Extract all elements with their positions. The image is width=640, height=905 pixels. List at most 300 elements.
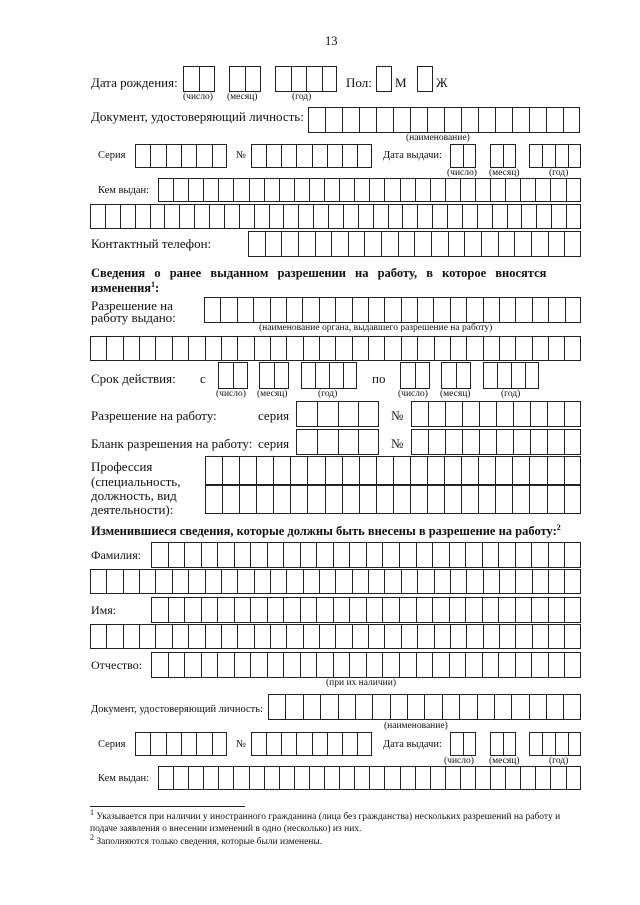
permit-issuer-cells[interactable] [204, 297, 581, 323]
input-cell[interactable] [358, 204, 373, 229]
input-cell[interactable] [478, 456, 495, 485]
input-cell[interactable] [328, 204, 343, 229]
input-cell[interactable] [135, 144, 150, 168]
input-cell[interactable] [547, 401, 564, 427]
input-cell[interactable] [547, 456, 564, 485]
changed-series-cells[interactable] [135, 732, 227, 756]
input-cell[interactable] [338, 429, 359, 455]
input-cell[interactable] [547, 485, 564, 514]
input-cell[interactable] [296, 401, 317, 427]
input-cell[interactable] [511, 362, 525, 389]
input-cell[interactable] [434, 569, 450, 594]
input-cell[interactable] [390, 694, 407, 720]
input-cell[interactable] [329, 362, 343, 389]
input-cell[interactable] [234, 597, 251, 623]
input-cell[interactable] [546, 107, 563, 133]
input-cell[interactable] [547, 429, 564, 455]
input-cell[interactable] [303, 694, 320, 720]
input-cell[interactable] [376, 66, 392, 92]
input-cell[interactable] [515, 569, 531, 594]
input-cell[interactable] [499, 569, 515, 594]
input-cell[interactable] [478, 485, 495, 514]
input-cell[interactable] [551, 204, 566, 229]
input-cell[interactable] [495, 485, 512, 514]
input-cell[interactable] [513, 429, 530, 455]
input-cell[interactable] [320, 694, 337, 720]
input-cell[interactable] [209, 204, 224, 229]
input-cell[interactable] [184, 652, 201, 678]
input-cell[interactable] [357, 144, 372, 168]
input-cell[interactable] [410, 456, 427, 485]
input-cell[interactable] [254, 204, 269, 229]
input-cell[interactable] [521, 204, 536, 229]
input-cell[interactable] [237, 569, 253, 594]
input-cell[interactable] [319, 624, 335, 649]
input-cell[interactable] [399, 597, 416, 623]
input-cell[interactable] [505, 766, 520, 790]
input-cell[interactable] [264, 766, 279, 790]
input-cell[interactable] [417, 66, 433, 92]
input-cell[interactable] [505, 178, 520, 202]
input-cell[interactable] [254, 569, 270, 594]
input-cell[interactable] [430, 178, 445, 202]
input-cell[interactable] [352, 336, 368, 361]
input-cell[interactable] [498, 597, 515, 623]
input-cell[interactable] [450, 732, 463, 756]
input-cell[interactable] [381, 231, 398, 257]
id-doc-name-cells[interactable] [308, 107, 580, 133]
input-cell[interactable] [464, 231, 481, 257]
input-cell[interactable] [382, 542, 399, 568]
input-cell[interactable] [542, 144, 555, 168]
input-cell[interactable] [417, 336, 433, 361]
input-cell[interactable] [393, 485, 410, 514]
input-cell[interactable] [532, 569, 548, 594]
input-cell[interactable] [461, 456, 478, 485]
input-cell[interactable] [466, 336, 482, 361]
input-cell[interactable] [221, 336, 237, 361]
input-cell[interactable] [291, 66, 307, 92]
input-cell[interactable] [266, 144, 281, 168]
input-cell[interactable] [428, 401, 445, 427]
input-cell[interactable] [373, 204, 388, 229]
input-cell[interactable] [123, 624, 139, 649]
input-cell[interactable] [369, 766, 384, 790]
input-cell[interactable] [354, 178, 369, 202]
input-cell[interactable] [415, 178, 430, 202]
input-cell[interactable] [286, 336, 302, 361]
input-cell[interactable] [477, 204, 492, 229]
input-cell[interactable] [248, 231, 265, 257]
input-cell[interactable] [335, 569, 351, 594]
input-cell[interactable] [358, 429, 379, 455]
id-issued-by-cells-2[interactable] [90, 204, 581, 229]
input-cell[interactable] [270, 624, 286, 649]
input-cell[interactable] [368, 569, 384, 594]
input-cell[interactable] [548, 231, 565, 257]
input-cell[interactable] [416, 542, 433, 568]
input-cell[interactable] [283, 542, 300, 568]
input-cell[interactable] [568, 144, 581, 168]
input-cell[interactable] [275, 66, 291, 92]
input-cell[interactable] [427, 456, 444, 485]
input-cell[interactable] [400, 362, 415, 389]
input-cell[interactable] [349, 652, 366, 678]
input-cell[interactable] [512, 485, 529, 514]
input-cell[interactable] [237, 336, 253, 361]
blank-series-cells[interactable] [296, 429, 379, 455]
input-cell[interactable] [445, 401, 462, 427]
input-cell[interactable] [449, 597, 466, 623]
input-cell[interactable] [447, 204, 462, 229]
input-cell[interactable] [434, 336, 450, 361]
input-cell[interactable] [482, 652, 499, 678]
input-cell[interactable] [546, 694, 563, 720]
input-cell[interactable] [279, 766, 294, 790]
input-cell[interactable] [372, 694, 389, 720]
input-cell[interactable] [306, 66, 322, 92]
input-cell[interactable] [490, 178, 505, 202]
input-cell[interactable] [290, 485, 307, 514]
input-cell[interactable] [302, 297, 318, 323]
input-cell[interactable] [530, 401, 547, 427]
input-cell[interactable] [256, 456, 273, 485]
input-cell[interactable] [322, 66, 338, 92]
changed-issued-by-cells[interactable] [158, 766, 581, 790]
input-cell[interactable] [355, 694, 372, 720]
input-cell[interactable] [123, 569, 139, 594]
input-cell[interactable] [410, 107, 427, 133]
input-cell[interactable] [357, 732, 372, 756]
input-cell[interactable] [166, 732, 181, 756]
input-cell[interactable] [461, 485, 478, 514]
input-cell[interactable] [499, 624, 515, 649]
input-cell[interactable] [106, 569, 122, 594]
input-cell[interactable] [267, 652, 284, 678]
input-cell[interactable] [498, 231, 515, 257]
id-number-cells[interactable] [251, 144, 372, 168]
input-cell[interactable] [316, 542, 333, 568]
input-cell[interactable] [529, 694, 546, 720]
changed-issue-year-cells[interactable] [529, 732, 581, 756]
input-cell[interactable] [222, 485, 239, 514]
input-cell[interactable] [548, 597, 565, 623]
input-cell[interactable] [303, 336, 319, 361]
profession-cells-1[interactable] [205, 456, 581, 485]
input-cell[interactable] [312, 732, 327, 756]
input-cell[interactable] [564, 542, 581, 568]
input-cell[interactable] [270, 336, 286, 361]
input-cell[interactable] [273, 485, 290, 514]
input-cell[interactable] [286, 624, 302, 649]
input-cell[interactable] [414, 231, 431, 257]
input-cell[interactable] [415, 362, 430, 389]
input-cell[interactable] [259, 362, 274, 389]
input-cell[interactable] [106, 336, 122, 361]
input-cell[interactable] [324, 766, 339, 790]
input-cell[interactable] [352, 569, 368, 594]
name-cells-2[interactable] [90, 624, 581, 649]
phone-cells[interactable] [248, 231, 581, 257]
input-cell[interactable] [548, 297, 564, 323]
input-cell[interactable] [393, 107, 410, 133]
input-cell[interactable] [300, 542, 317, 568]
input-cell[interactable] [168, 597, 185, 623]
input-cell[interactable] [433, 297, 449, 323]
input-cell[interactable] [325, 456, 342, 485]
validity-from-day-cells[interactable] [218, 362, 248, 389]
input-cell[interactable] [266, 732, 281, 756]
input-cell[interactable] [199, 66, 215, 92]
input-cell[interactable] [548, 652, 565, 678]
input-cell[interactable] [181, 144, 196, 168]
input-cell[interactable] [229, 66, 245, 92]
permit-issuer-cells-2[interactable] [90, 336, 581, 361]
input-cell[interactable] [296, 732, 311, 756]
input-cell[interactable] [267, 597, 284, 623]
input-cell[interactable] [168, 652, 185, 678]
input-cell[interactable] [205, 569, 221, 594]
input-cell[interactable] [135, 204, 150, 229]
input-cell[interactable] [237, 297, 253, 323]
input-cell[interactable] [444, 456, 461, 485]
input-cell[interactable] [251, 732, 266, 756]
id-issued-by-cells[interactable] [158, 178, 581, 202]
input-cell[interactable] [428, 429, 445, 455]
changed-number-cells[interactable] [251, 732, 372, 756]
input-cell[interactable] [273, 456, 290, 485]
permit-series-cells[interactable] [296, 401, 379, 427]
input-cell[interactable] [515, 336, 531, 361]
id-issue-year-cells[interactable] [529, 144, 581, 168]
input-cell[interactable] [286, 569, 302, 594]
input-cell[interactable] [172, 569, 188, 594]
input-cell[interactable] [511, 694, 528, 720]
permit-number-cells[interactable] [411, 401, 581, 427]
input-cell[interactable] [542, 732, 555, 756]
validity-to-day-cells[interactable] [400, 362, 430, 389]
input-cell[interactable] [490, 766, 505, 790]
input-cell[interactable] [494, 694, 511, 720]
input-cell[interactable] [512, 107, 529, 133]
input-cell[interactable] [369, 178, 384, 202]
profession-cells-2[interactable] [205, 485, 581, 514]
input-cell[interactable] [482, 597, 499, 623]
input-cell[interactable] [205, 456, 222, 485]
input-cell[interactable] [366, 542, 383, 568]
input-cell[interactable] [444, 485, 461, 514]
input-cell[interactable] [456, 362, 471, 389]
input-cell[interactable] [566, 766, 581, 790]
input-cell[interactable] [354, 766, 369, 790]
input-cell[interactable] [515, 652, 532, 678]
input-cell[interactable] [294, 766, 309, 790]
input-cell[interactable] [296, 429, 317, 455]
birth-month-cells[interactable] [229, 66, 261, 92]
input-cell[interactable] [393, 456, 410, 485]
input-cell[interactable] [366, 597, 383, 623]
input-cell[interactable] [411, 401, 428, 427]
input-cell[interactable] [270, 569, 286, 594]
sex-female-box[interactable] [417, 66, 433, 92]
input-cell[interactable] [168, 542, 185, 568]
input-cell[interactable] [444, 107, 461, 133]
input-cell[interactable] [495, 107, 512, 133]
input-cell[interactable] [359, 107, 376, 133]
input-cell[interactable] [319, 569, 335, 594]
input-cell[interactable] [465, 652, 482, 678]
input-cell[interactable] [417, 297, 433, 323]
input-cell[interactable] [482, 542, 499, 568]
input-cell[interactable] [151, 542, 168, 568]
input-cell[interactable] [203, 178, 218, 202]
input-cell[interactable] [250, 542, 267, 568]
input-cell[interactable] [525, 362, 539, 389]
input-cell[interactable] [462, 429, 479, 455]
input-cell[interactable] [173, 178, 188, 202]
input-cell[interactable] [507, 204, 522, 229]
input-cell[interactable] [183, 66, 199, 92]
input-cell[interactable] [120, 204, 135, 229]
input-cell[interactable] [376, 456, 393, 485]
input-cell[interactable] [448, 231, 465, 257]
input-cell[interactable] [564, 231, 581, 257]
input-cell[interactable] [384, 178, 399, 202]
input-cell[interactable] [400, 178, 415, 202]
input-cell[interactable] [196, 732, 211, 756]
input-cell[interactable] [155, 336, 171, 361]
input-cell[interactable] [548, 542, 565, 568]
input-cell[interactable] [220, 297, 236, 323]
input-cell[interactable] [294, 178, 309, 202]
input-cell[interactable] [366, 652, 383, 678]
input-cell[interactable] [218, 178, 233, 202]
input-cell[interactable] [173, 766, 188, 790]
input-cell[interactable] [269, 204, 284, 229]
input-cell[interactable] [417, 624, 433, 649]
input-cell[interactable] [151, 597, 168, 623]
input-cell[interactable] [399, 652, 416, 678]
input-cell[interactable] [477, 694, 494, 720]
input-cell[interactable] [155, 569, 171, 594]
input-cell[interactable] [317, 401, 338, 427]
input-cell[interactable] [520, 766, 535, 790]
input-cell[interactable] [349, 597, 366, 623]
input-cell[interactable] [313, 204, 328, 229]
input-cell[interactable] [233, 362, 248, 389]
input-cell[interactable] [281, 732, 296, 756]
input-cell[interactable] [204, 297, 220, 323]
input-cell[interactable] [401, 624, 417, 649]
input-cell[interactable] [529, 144, 542, 168]
input-cell[interactable] [564, 429, 581, 455]
input-cell[interactable] [410, 485, 427, 514]
input-cell[interactable] [529, 732, 542, 756]
input-cell[interactable] [352, 624, 368, 649]
input-cell[interactable] [342, 144, 357, 168]
input-cell[interactable] [513, 401, 530, 427]
input-cell[interactable] [309, 178, 324, 202]
input-cell[interactable] [460, 178, 475, 202]
input-cell[interactable] [237, 624, 253, 649]
input-cell[interactable] [564, 401, 581, 427]
input-cell[interactable] [498, 542, 515, 568]
input-cell[interactable] [432, 652, 449, 678]
input-cell[interactable] [483, 624, 499, 649]
input-cell[interactable] [564, 652, 581, 678]
changed-issue-month-cells[interactable] [490, 732, 516, 756]
input-cell[interactable] [274, 362, 289, 389]
input-cell[interactable] [339, 178, 354, 202]
input-cell[interactable] [434, 624, 450, 649]
input-cell[interactable] [466, 624, 482, 649]
input-cell[interactable] [495, 456, 512, 485]
input-cell[interactable] [531, 652, 548, 678]
input-cell[interactable] [335, 336, 351, 361]
input-cell[interactable] [205, 336, 221, 361]
input-cell[interactable] [212, 144, 227, 168]
input-cell[interactable] [358, 401, 379, 427]
input-cell[interactable] [222, 456, 239, 485]
input-cell[interactable] [349, 542, 366, 568]
input-cell[interactable] [535, 766, 550, 790]
input-cell[interactable] [401, 569, 417, 594]
patronymic-cells[interactable] [151, 652, 581, 678]
input-cell[interactable] [399, 542, 416, 568]
input-cell[interactable] [462, 401, 479, 427]
input-cell[interactable] [479, 401, 496, 427]
input-cell[interactable] [184, 542, 201, 568]
input-cell[interactable] [498, 652, 515, 678]
input-cell[interactable] [382, 597, 399, 623]
input-cell[interactable] [217, 597, 234, 623]
input-cell[interactable] [479, 429, 496, 455]
input-cell[interactable] [307, 456, 324, 485]
input-cell[interactable] [151, 652, 168, 678]
input-cell[interactable] [281, 231, 298, 257]
input-cell[interactable] [515, 542, 532, 568]
input-cell[interactable] [496, 401, 513, 427]
input-cell[interactable] [196, 144, 211, 168]
input-cell[interactable] [218, 362, 233, 389]
input-cell[interactable] [450, 336, 466, 361]
input-cell[interactable] [319, 297, 335, 323]
input-cell[interactable] [342, 107, 359, 133]
input-cell[interactable] [364, 231, 381, 257]
input-cell[interactable] [283, 597, 300, 623]
input-cell[interactable] [315, 362, 329, 389]
input-cell[interactable] [90, 569, 106, 594]
input-cell[interactable] [531, 597, 548, 623]
input-cell[interactable] [327, 732, 342, 756]
input-cell[interactable] [158, 766, 173, 790]
input-cell[interactable] [466, 569, 482, 594]
input-cell[interactable] [475, 766, 490, 790]
birth-day-cells[interactable] [183, 66, 215, 92]
input-cell[interactable] [483, 362, 497, 389]
input-cell[interactable] [384, 766, 399, 790]
input-cell[interactable] [331, 231, 348, 257]
input-cell[interactable] [416, 652, 433, 678]
input-cell[interactable] [376, 107, 393, 133]
input-cell[interactable] [221, 624, 237, 649]
input-cell[interactable] [352, 297, 368, 323]
input-cell[interactable] [319, 336, 335, 361]
input-cell[interactable] [307, 485, 324, 514]
input-cell[interactable] [465, 597, 482, 623]
input-cell[interactable] [529, 456, 546, 485]
id-issue-day-cells[interactable] [450, 144, 476, 168]
